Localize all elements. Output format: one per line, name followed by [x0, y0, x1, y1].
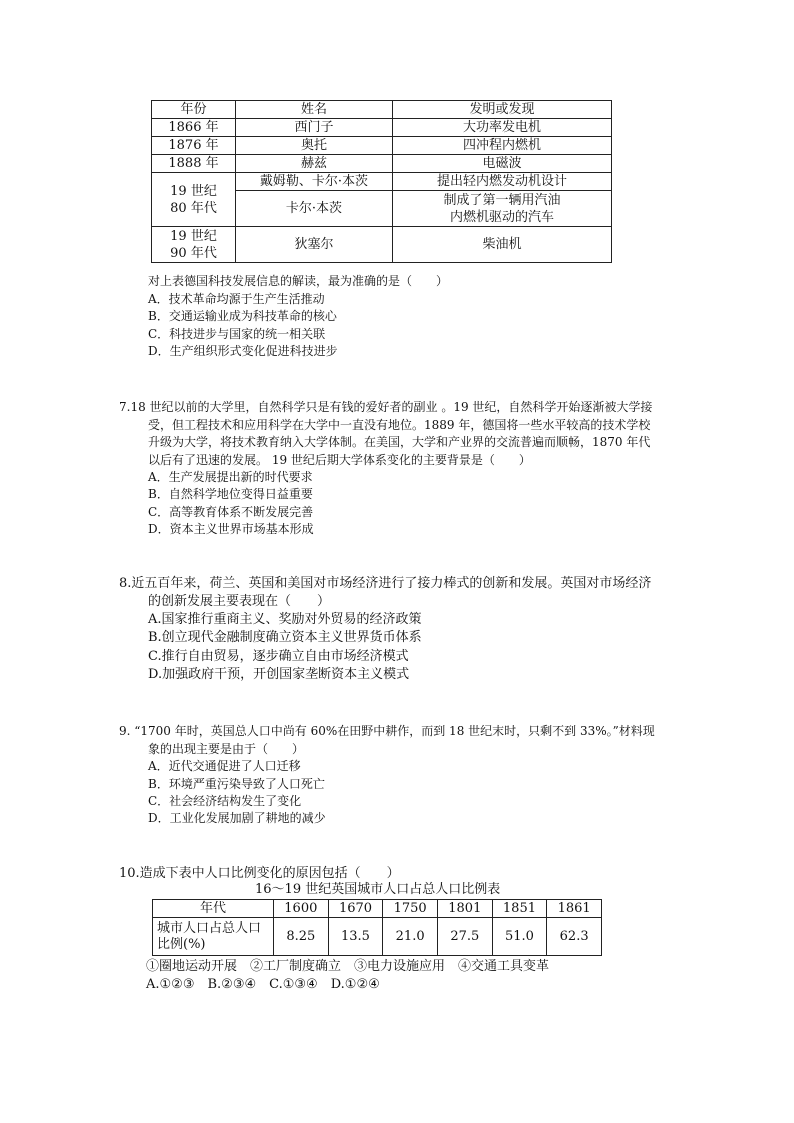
q8-option-d: D.加强政府干预，开创国家垄断资本主义模式: [148, 667, 410, 682]
header-name: 姓名: [236, 101, 393, 119]
q10-stem: 10.造成下表中人口比例变化的原因包括（ ）: [119, 866, 400, 881]
row-label: [153, 918, 274, 956]
year-text: 19 世纪 80 年代: [170, 183, 217, 216]
q9-option-a: A．近代交通促进了人口迁移: [148, 759, 301, 773]
q8-option-a: A.国家推行重商主义、奖励对外贸易的经济政策: [148, 612, 422, 627]
cell-name: 西门子: [236, 119, 393, 137]
q8-line: 8.近五百年来，荷兰、英国和美国对市场经济进行了接力棒式的创新和发展。英国对市场经济: [119, 576, 652, 591]
year-cell: 1861: [547, 900, 602, 918]
cell-invention: 柴油机: [393, 227, 612, 263]
cell-year: [152, 173, 236, 227]
q9-option-b: B．环境严重污染导致了人口死亡: [148, 777, 325, 791]
year-cell: 1851: [492, 900, 547, 918]
cell-name: 奥托: [236, 137, 393, 155]
header-invention: 发明或发现: [393, 101, 612, 119]
inventions-table: [151, 100, 612, 263]
q7-option-c: C．高等教育体系不断发展完善: [148, 505, 314, 519]
q9-option-c: C．社会经济结构发生了变化: [148, 794, 302, 808]
cell-year: 1866 年: [152, 119, 236, 137]
cell-name: 赫兹: [236, 155, 393, 173]
q6-stem: 对上表德国科技发展信息的解读，最为准确的是（ ）: [148, 274, 449, 288]
cell-year: [152, 227, 236, 263]
q8-option-c: C.推行自由贸易，逐步确立自由市场经济模式: [148, 649, 409, 664]
q10-table-title: 16～19 世纪英国城市人口占总人口比例表: [255, 882, 501, 897]
q7-option-a: A．生产发展提出新的时代要求: [148, 470, 313, 484]
q7-line: 以后有了迅速的发展。 19 世纪后期大学体系变化的主要背景是（ ）: [148, 453, 531, 467]
q8-option-b: B.创立现代金融制度确立资本主义世界货币体系: [148, 630, 422, 645]
cell-invention: 电磁波: [393, 155, 612, 173]
invention-text: 制成了第一辆用汽油内燃机驱动的汽车: [443, 192, 561, 225]
cell-invention: 大功率发电机: [393, 119, 612, 137]
q6-option-a: A．技术革命均源于生产生活推动: [148, 292, 325, 306]
value-cell: 8.25: [274, 918, 329, 956]
q8-line: 的创新发展主要表现在（ ）: [148, 594, 331, 609]
q7-line: 7.18 世纪以前的大学里，自然科学只是有钱的爱好者的副业 。19 世纪，自然科学开始逐渐被大学接: [119, 400, 653, 414]
value-cell: 62.3: [547, 918, 602, 956]
q6-option-b: B．交通运输业成为科技革命的核心: [148, 309, 337, 323]
cell-year: 1876 年: [152, 137, 236, 155]
year-cell: 1801: [437, 900, 492, 918]
q9-line: 9. “1700 年时，英国总人口中尚有 60%在田野中耕作，而到 18 世纪末时，只剩不到 33%。”材料现: [119, 724, 655, 738]
value-cell: 27.5: [437, 918, 492, 956]
cell-invention: 提出轻内燃发动机设计: [393, 173, 612, 191]
value-cell: 13.5: [328, 918, 383, 956]
q7-line: 受，但工程技术和应用科学在大学中一直没有地位。1889 年，德国将一些水平较高的技术学校: [148, 418, 651, 432]
row-label-text: 城市人口占总人口比例(%): [157, 920, 262, 952]
header-label: 年代: [153, 900, 274, 918]
value-cell: 51.0: [492, 918, 547, 956]
cell-invention: [393, 191, 612, 227]
q7-line: 升级为大学，将技术教育纳入大学体制。在美国，大学和产业界的交流普遍而顺畅，1870 年代: [148, 435, 651, 449]
year-cell: 1600: [274, 900, 329, 918]
header-year: 年份: [152, 101, 236, 119]
cell-year: 1888 年: [152, 155, 236, 173]
q6-option-c: C．科技进步与国家的统一相关联: [148, 327, 326, 341]
q9-option-d: D．工业化发展加剧了耕地的减少: [148, 811, 326, 825]
population-table: [152, 899, 602, 956]
q6-option-d: D．生产组织形式变化促进科技进步: [148, 344, 338, 358]
q10-options: A.①②③ B.②③④ C.①③④ D.①②④: [146, 977, 380, 992]
cell-name: 狄塞尔: [236, 227, 393, 263]
cell-name: 戴姆勒、卡尔·本茨: [236, 173, 393, 191]
year-text: 19 世纪 90 年代: [170, 228, 217, 261]
cell-invention: 四冲程内燃机: [393, 137, 612, 155]
value-cell: 21.0: [383, 918, 438, 956]
q7-option-d: D．资本主义世界市场基本形成: [148, 522, 314, 536]
q10-items: ①圈地运动开展 ②工厂制度确立 ③电力设施应用 ④交通工具变革: [146, 959, 550, 974]
year-cell: 1670: [328, 900, 383, 918]
year-cell: 1750: [383, 900, 438, 918]
cell-name: 卡尔·本茨: [236, 191, 393, 227]
q7-option-b: B．自然科学地位变得日益重要: [148, 487, 313, 501]
q9-line: 象的出现主要是由于（ ）: [148, 742, 305, 756]
